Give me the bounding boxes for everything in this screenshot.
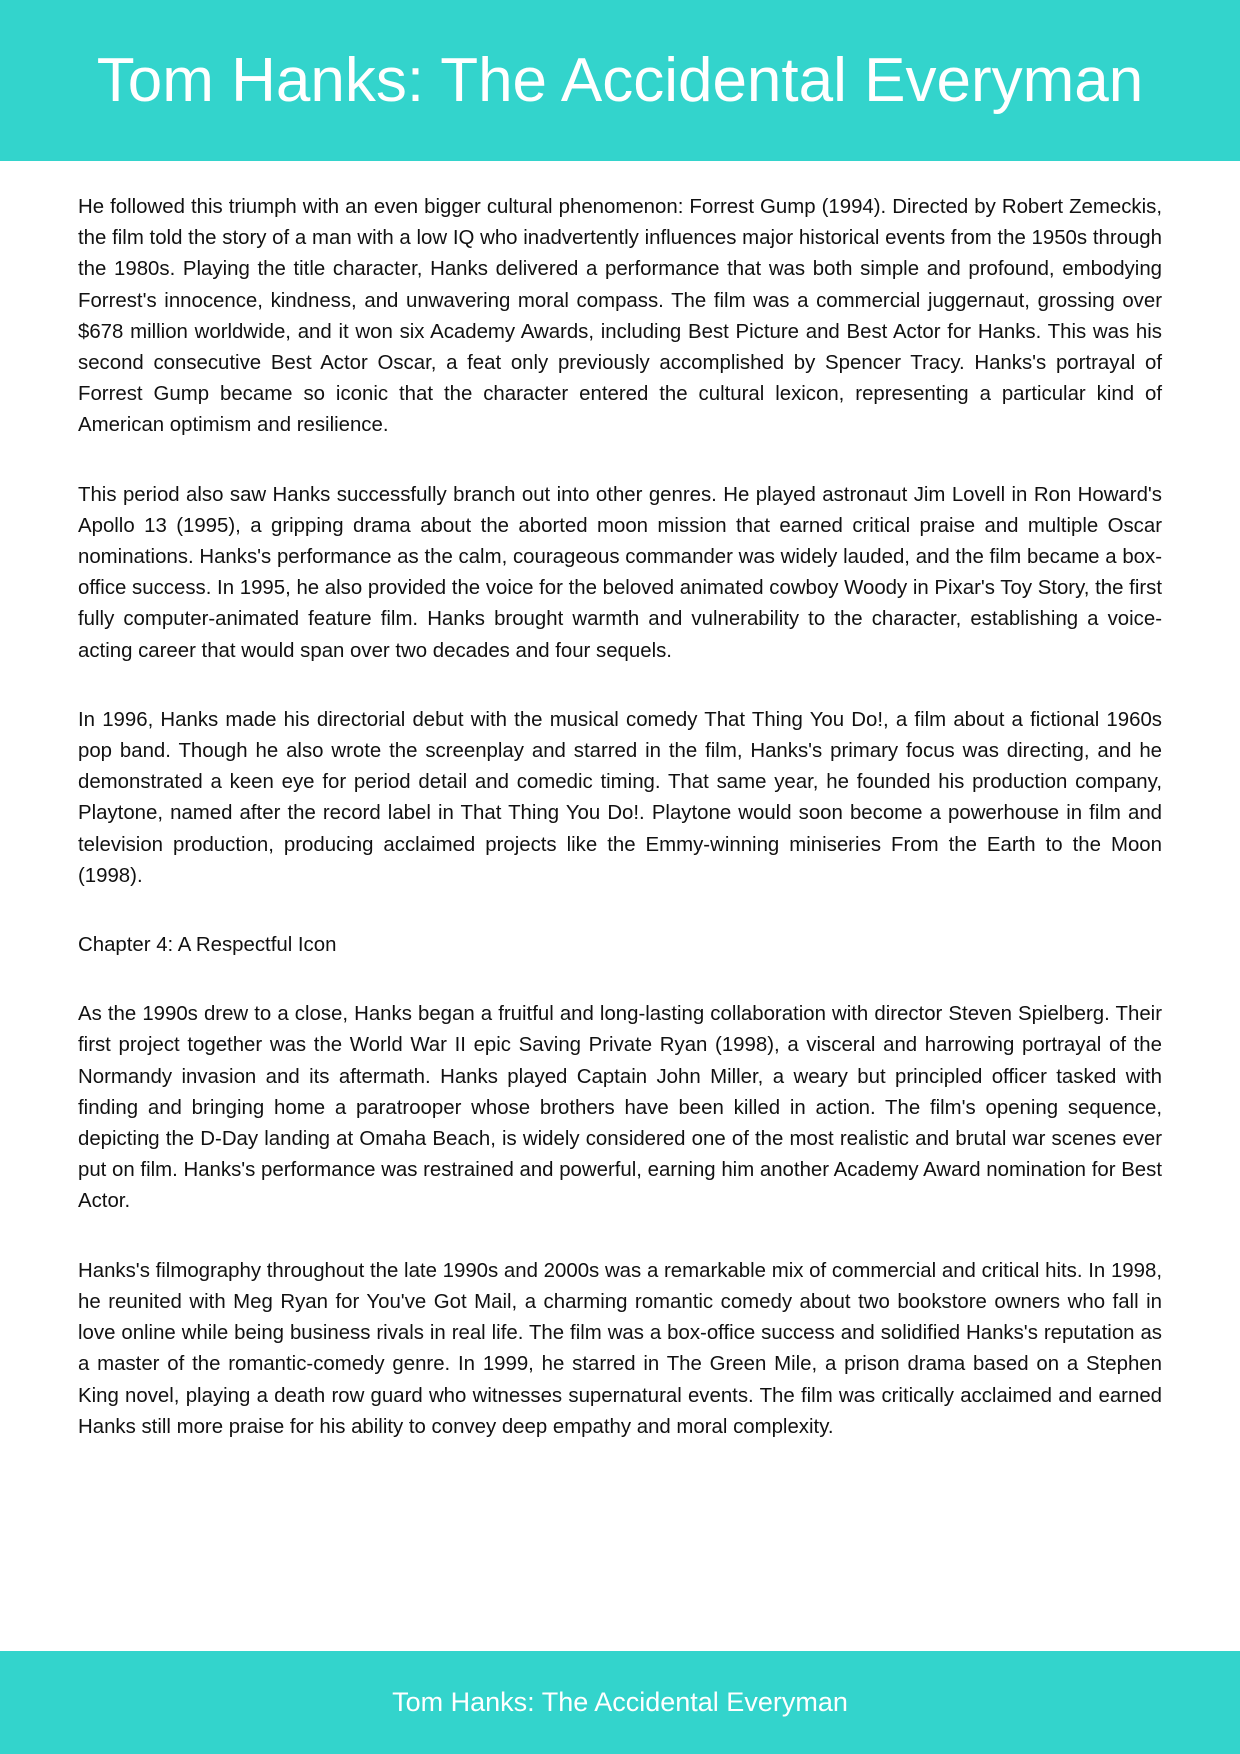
paragraph-apollo-toy-story: This period also saw Hanks successfully branch out into other genres. He played astronaut Jim Lovell in Ron Howard's Apollo 13 (1995), a gripping drama about the aborted moon mission that earned critical praise and multiple Oscar nominations. Hanks's performance as the calm, courageous commander was widely lauded, and the film became a box-office success. In 1995, he also provided the voice for the beloved animated cowboy Woody in Pixar's Toy Story, the first fully computer-animated feature film. Hanks brought warmth and vulnerability to the character, establishing a voice-acting career that would span over two decades and four sequels. <box>78 483 1162 662</box>
paragraph-saving-private-ryan: As the 1990s drew to a close, Hanks began a fruitful and long-lasting collaboration with director Steven Spielberg. Their first project together was the World War II epic Saving Private Ryan (1998), a visceral and harrowing portrayal of the Normandy invasion and its aftermath. Hanks played Captain John Miller, a weary but principled officer tasked with finding and bringing home a paratrooper whose brothers have been killed in action. The film's opening sequence, depicting the D-Day landing at Omaha Beach, is widely considered one of the most realistic and brutal war scenes ever put on film. Hanks's performance was restrained and powerful, earning him another Academy Award nomination for Best Actor. <box>78 1003 1162 1213</box>
paragraph-directorial-debut: In 1996, Hanks made his directorial debut with the musical comedy That Thing You Do!, a film about a fictional 1960s pop band. Though he also wrote the screenplay and starred in the film, Hanks's primary focus was directing, and he demonstrated a keen eye for period detail and comedic timing. That same year, he founded his production company, Playtone, named after the record label in That Thing You Do!. Playtone would soon become a powerhouse in film and television production, producing acclaimed projects like the Emmy-winning miniseries From the Earth to the Moon (1998). <box>78 708 1162 887</box>
chapter-heading: Chapter 4: A Respectful Icon <box>78 934 337 957</box>
page-title: Tom Hanks: The Accidental Everyman <box>96 46 1144 115</box>
paragraph-late-filmography: Hanks's filmography throughout the late 1990s and 2000s was a remarkable mix of commercial and critical hits. In 1998, he reunited with Meg Ryan for You've Got Mail, a charming romantic comedy about two bookstore owners who fall in love online while being business rivals in real life. The film was a box-office success and solidified Hanks's reputation as a master of the romantic-comedy genre. In 1999, he starred in The Green Mile, a prison drama based on a Stephen King novel, playing a death row guard who witnesses supernatural events. The film was critically acclaimed and earned Hanks still more praise for his ability to convey deep empathy and moral complexity. <box>78 1259 1162 1438</box>
footer-title: Tom Hanks: The Accidental Everyman <box>392 1687 848 1717</box>
page-header <box>0 0 1240 161</box>
paragraph-forrest-gump: He followed this triumph with an even bigger cultural phenomenon: Forrest Gump (1994). Directed by Robert Zemeckis, the film told the story of a man with a low IQ who inadvertently influences major historical events from the 1950s through the 1980s. Playing the title character, Hanks delivered a performance that was both simple and profound, embodying Forrest's innocence, kindness, and unwavering moral compass. The film was a commercial juggernaut, grossing over $678 million worldwide, and it won six Academy Awards, including Best Picture and Best Actor for Hanks. This was his second consecutive Best Actor Oscar, a feat only previously accomplished by Spencer Tracy. Hanks's portrayal of Forrest Gump became so iconic that the character entered the cultural lexicon, representing a particular kind of American optimism and resilience. <box>78 196 1162 437</box>
page-footer <box>0 1651 1240 1754</box>
document-body <box>78 192 1162 1481</box>
